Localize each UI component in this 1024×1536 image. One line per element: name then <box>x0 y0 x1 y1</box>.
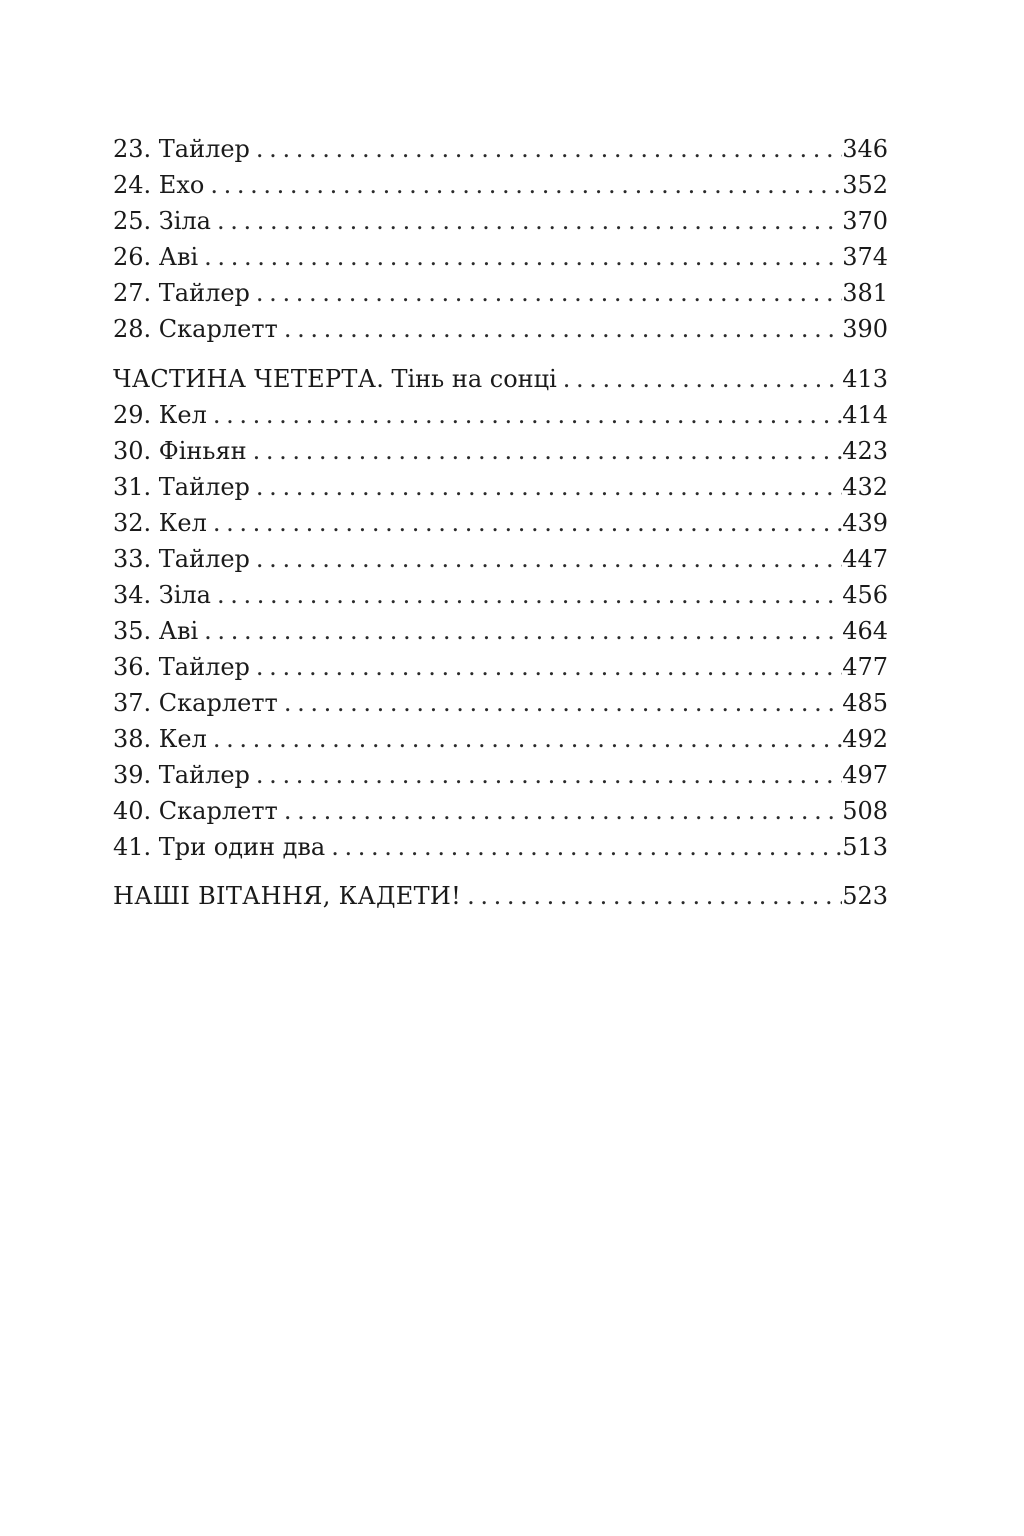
toc-page-number: 439 <box>842 509 888 537</box>
toc-entry-title: 36. Тайлер <box>113 653 250 681</box>
toc-entry-title: 39. Тайлер <box>113 761 250 789</box>
toc-entry-title: 34. Зіла <box>113 581 211 609</box>
dot-leader <box>250 275 842 311</box>
toc-page-number: 413 <box>842 365 888 393</box>
toc-entry <box>113 203 888 239</box>
toc-entry-title: 33. Тайлер <box>113 545 250 573</box>
toc-part-caps: ЧАСТИНА ЧЕТЕРТА <box>113 365 377 393</box>
toc-entry <box>113 433 888 469</box>
toc-page-number: 374 <box>842 243 888 271</box>
toc-entry <box>113 167 888 203</box>
toc-entry <box>113 793 888 829</box>
dot-leader <box>250 541 842 577</box>
toc-entry-title: 32. Кел <box>113 509 207 537</box>
dot-leader <box>198 613 842 649</box>
toc-page-number: 456 <box>842 581 888 609</box>
toc-entry-title: 23. Тайлер <box>113 135 250 163</box>
dot-leader <box>250 131 842 167</box>
toc-part-heading <box>113 361 888 397</box>
dot-leader <box>198 239 842 275</box>
dot-leader <box>207 397 842 433</box>
toc-entry <box>113 829 888 865</box>
toc-entry-title: 25. Зіла <box>113 207 211 235</box>
dot-leader <box>207 505 842 541</box>
toc-entry-title: 37. Скарлетт <box>113 689 278 717</box>
toc-entry-title: 29. Кел <box>113 401 207 429</box>
toc-page-number: 477 <box>842 653 888 681</box>
toc-page-number: 414 <box>842 401 888 429</box>
toc-page-number: 513 <box>842 833 888 861</box>
dot-leader <box>557 361 842 397</box>
dot-leader <box>278 793 842 829</box>
dot-leader <box>250 649 842 685</box>
dot-leader <box>211 577 842 613</box>
toc-entry-title: 26. Аві <box>113 243 199 271</box>
toc-page-number: 432 <box>842 473 888 501</box>
toc-entry <box>113 757 888 793</box>
toc-closing-entry <box>113 878 888 914</box>
dot-leader <box>278 311 842 347</box>
toc-entry-title: 24. Ехо <box>113 171 205 199</box>
toc-entry-title: 30. Фіньян <box>113 437 247 465</box>
toc-page-number: 423 <box>842 437 888 465</box>
toc-entry <box>113 721 888 757</box>
dot-leader <box>325 829 842 865</box>
toc-entry-title: 40. Скарлетт <box>113 797 278 825</box>
toc-page-number: 508 <box>842 797 888 825</box>
toc-entry <box>113 469 888 505</box>
toc-entry-title: 31. Тайлер <box>113 473 250 501</box>
toc-entry <box>113 577 888 613</box>
toc-entry <box>113 275 888 311</box>
toc-page-number: 352 <box>842 171 888 199</box>
toc-part-title <box>113 361 557 397</box>
toc-entry <box>113 685 888 721</box>
toc-entry <box>113 397 888 433</box>
toc-entry-title: НАШІ ВІТАННЯ, КАДЕТИ! <box>113 882 462 910</box>
dot-leader <box>247 433 843 469</box>
toc-page-number: 447 <box>842 545 888 573</box>
toc-entry-title: 27. Тайлер <box>113 279 250 307</box>
toc-page-number: 464 <box>842 617 888 645</box>
dot-leader <box>461 878 842 914</box>
toc-part-subtitle: . Тінь на сонці <box>376 365 557 393</box>
toc-entry <box>113 311 888 347</box>
toc-page-number: 497 <box>842 761 888 789</box>
toc-page-number: 381 <box>842 279 888 307</box>
toc-entry-title: 38. Кел <box>113 725 207 753</box>
dot-leader <box>207 721 842 757</box>
toc-page-number: 370 <box>842 207 888 235</box>
toc-entry-title: 35. Аві <box>113 617 199 645</box>
toc-entry <box>113 131 888 167</box>
toc-page-number: 390 <box>842 315 888 343</box>
toc-page-number: 485 <box>842 689 888 717</box>
toc-entry <box>113 649 888 685</box>
toc-entry-title: 28. Скарлетт <box>113 315 278 343</box>
toc-page-number: 492 <box>842 725 888 753</box>
toc-entry <box>113 239 888 275</box>
toc-entry <box>113 613 888 649</box>
dot-leader <box>278 685 842 721</box>
dot-leader <box>250 757 842 793</box>
dot-leader <box>250 469 842 505</box>
table-of-contents <box>113 131 888 914</box>
toc-page-number: 346 <box>842 135 888 163</box>
dot-leader <box>211 203 842 239</box>
toc-entry <box>113 505 888 541</box>
toc-entry-title: 41. Три один два <box>113 833 326 861</box>
dot-leader <box>204 167 842 203</box>
toc-entry <box>113 541 888 577</box>
toc-page-number: 523 <box>842 882 888 910</box>
